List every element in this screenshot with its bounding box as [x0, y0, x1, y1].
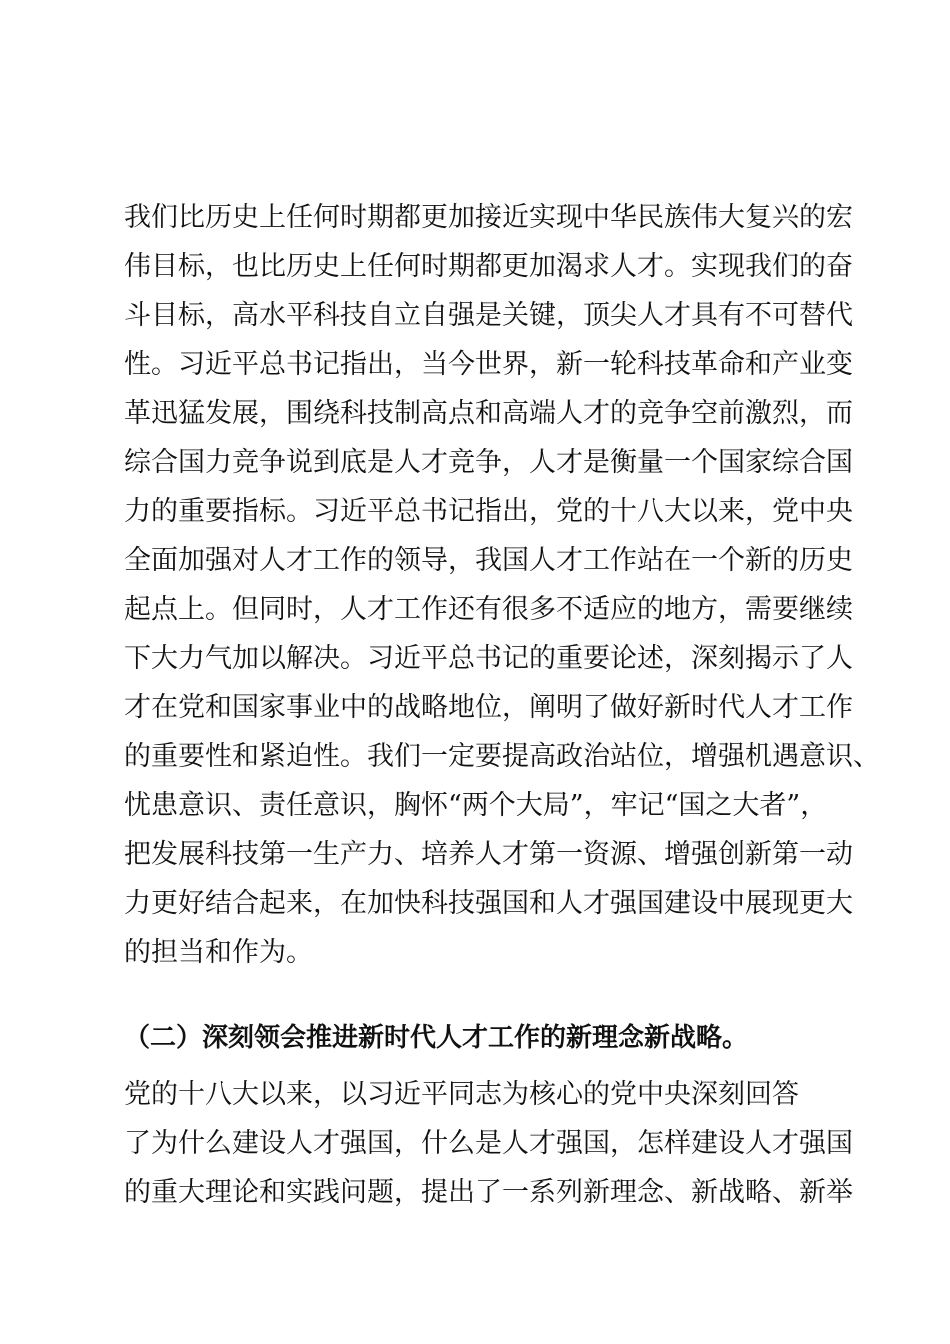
- paragraph-1-line-13: 忧患意识、责任意识，胸怀“两个大局”，牢记“国之大者”，: [124, 790, 828, 821]
- paragraph-1-line-14: 把发展科技第一生产力、培养人才第一资源、增强创新第一动: [124, 839, 853, 870]
- paragraph-1-line-2: 伟目标，也比历史上任何时期都更加渴求人才。实现我们的奋: [124, 251, 853, 282]
- paragraph-1-line-8: 全面加强对人才工作的领导，我国人才工作站在一个新的历史: [124, 545, 853, 576]
- paragraph-1: [124, 193, 880, 977]
- paragraph-1-line-15: 力更好结合起来，在加快科技强国和人才强国建设中展现更大: [124, 888, 853, 919]
- paragraph-1-line-11: 才在党和国家事业中的战略地位，阐明了做好新时代人才工作: [124, 692, 853, 723]
- paragraph-1-line-4: 性。习近平总书记指出，当今世界，新一轮科技革命和产业变: [124, 349, 853, 380]
- paragraph-1-line-7: 力的重要指标。习近平总书记指出，党的十八大以来，党中央: [124, 496, 853, 527]
- paragraph-1-line-16: 的担当和作为。: [124, 937, 313, 968]
- paragraph-1-line-9: 起点上。但同时，人才工作还有很多不适应的地方，需要继续: [124, 594, 853, 625]
- paragraph-1-line-6: 综合国力竞争说到底是人才竞争，人才是衡量一个国家综合国: [124, 447, 853, 478]
- paragraph-2-line-3: 的重大理论和实践问题，提出了一系列新理念、新战略、新举: [124, 1177, 853, 1208]
- paragraph-1-line-3: 斗目标，高水平科技自立自强是关键，顶尖人才具有不可替代: [124, 300, 853, 331]
- paragraph-2-line-1: 党的十八大以来，以习近平同志为核心的党中央深刻回答: [124, 1079, 799, 1110]
- paragraph-2: [124, 1070, 853, 1217]
- paragraph-1-line-12: 的重要性和紧迫性。我们一定要提高政治站位，增强机遇意识、: [124, 741, 880, 772]
- paragraph-1-line-5: 革迅猛发展，围绕科技制高点和高端人才的竞争空前激烈，而: [124, 398, 853, 429]
- paragraph-1-line-10: 下大力气加以解决。习近平总书记的重要论述，深刻揭示了人: [124, 643, 853, 674]
- paragraph-2-line-2: 了为什么建设人才强国，什么是人才强国，怎样建设人才强国: [124, 1128, 853, 1159]
- paragraph-1-line-1: 我们比历史上任何时期都更加接近实现中华民族伟大复兴的宏: [124, 202, 853, 233]
- section-heading: （二）深刻领会推进新时代人才工作的新理念新战略。: [124, 1023, 749, 1053]
